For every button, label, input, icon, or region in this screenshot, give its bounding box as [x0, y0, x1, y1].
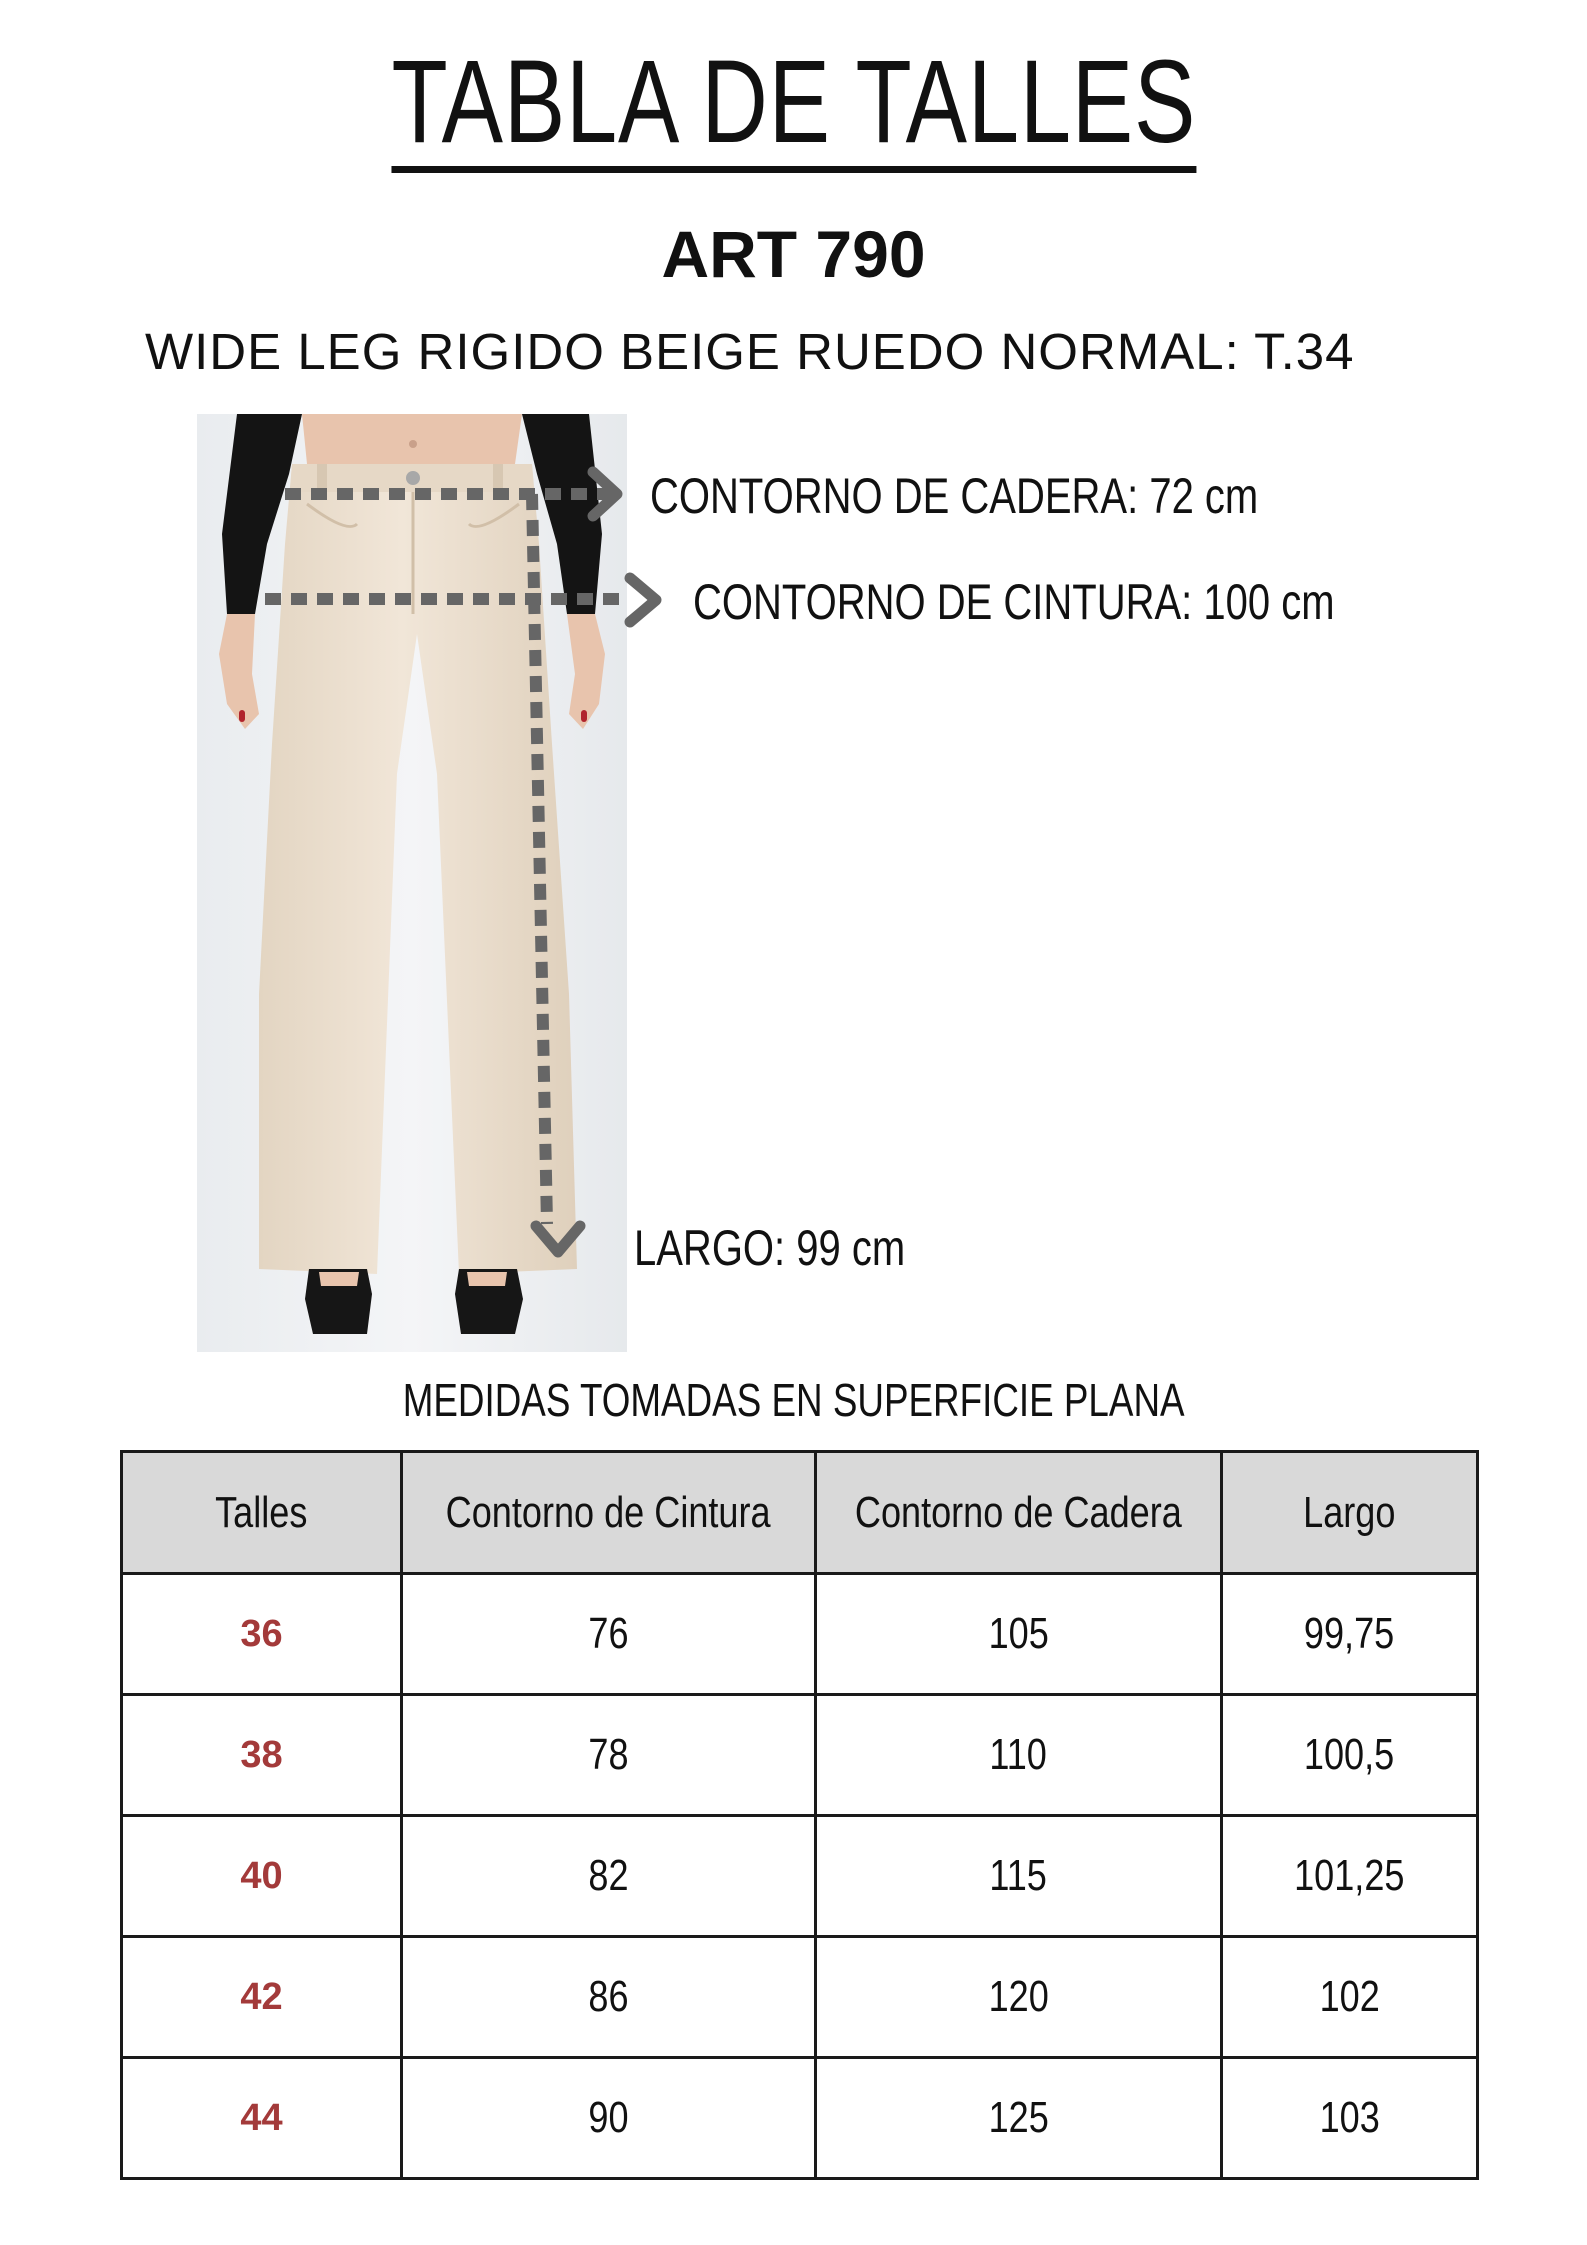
waist-arrow-icon: [622, 572, 664, 628]
table-cell: [402, 1695, 816, 1816]
size-value: 44: [240, 2096, 283, 2139]
waist-measurement-label: CONTORNO DE CINTURA: 100 cm: [693, 574, 1335, 630]
header-cell: [1222, 1452, 1478, 1574]
length-value: 102: [1319, 1972, 1380, 2021]
table-row: [122, 1574, 1478, 1695]
waist-value: 76: [588, 1609, 629, 1658]
hip-value: 115: [989, 1851, 1048, 1900]
table-row: [122, 1937, 1478, 2058]
header-cadera: Contorno de Cadera: [855, 1487, 1182, 1537]
table-cell: [816, 1574, 1222, 1695]
length-value: 101,25: [1294, 1851, 1405, 1900]
measurement-note: MEDIDAS TOMADAS EN SUPERFICIE PLANA: [402, 1374, 1185, 1426]
header-cell: [122, 1452, 402, 1574]
waist-value: 90: [588, 2093, 629, 2142]
waist-value: 78: [588, 1730, 629, 1779]
table-row: [122, 1695, 1478, 1816]
size-cell: [122, 1937, 402, 2058]
header-talles: Talles: [215, 1487, 308, 1537]
page-title: TABLA DE TALLES: [391, 42, 1196, 173]
table-cell: [1222, 1695, 1478, 1816]
table-cell: [1222, 1574, 1478, 1695]
product-description: WIDE LEG RIGIDO BEIGE RUEDO NORMAL: T.34: [145, 323, 1355, 380]
header-largo: Largo: [1303, 1487, 1396, 1537]
length-value: 103: [1319, 2093, 1380, 2142]
header-cintura: Contorno de Cintura: [446, 1487, 771, 1537]
hip-arrow-icon: [585, 466, 625, 522]
table-cell: [1222, 1937, 1478, 2058]
length-arrow-icon: [530, 1218, 586, 1260]
hip-value: 105: [988, 1609, 1049, 1658]
measurement-note-wrap: [0, 1370, 1587, 1430]
table-cell: [816, 1937, 1222, 2058]
size-table: [120, 1450, 1479, 2180]
table-cell: [402, 1574, 816, 1695]
product-photo: [197, 414, 627, 1352]
size-cell: [122, 2058, 402, 2179]
length-value: 99,75: [1304, 1609, 1395, 1658]
length-measurement-label: LARGO: 99 cm: [634, 1220, 906, 1276]
header-cell: [816, 1452, 1222, 1574]
table-cell: [402, 1937, 816, 2058]
table-cell: [402, 1816, 816, 1937]
table-row: [122, 2058, 1478, 2179]
hip-value: 125: [988, 2093, 1049, 2142]
size-value: 42: [240, 1975, 283, 2018]
size-value: 40: [240, 1854, 283, 1897]
size-cell: [122, 1695, 402, 1816]
table-cell: [816, 1816, 1222, 1937]
length-value: 100,5: [1304, 1730, 1395, 1779]
table-cell: [1222, 1816, 1478, 1937]
article-number: ART 790: [661, 217, 926, 291]
hip-measurement-label: CONTORNO DE CADERA: 72 cm: [650, 468, 1259, 524]
waist-value: 82: [588, 1851, 629, 1900]
size-cell: [122, 1816, 402, 1937]
size-value: 36: [240, 1612, 283, 1655]
table-cell: [816, 2058, 1222, 2179]
table-cell: [1222, 2058, 1478, 2179]
hip-value: 120: [988, 1972, 1049, 2021]
table-cell: [816, 1695, 1222, 1816]
page-title-wrap: [0, 36, 1587, 173]
hip-value: 110: [989, 1730, 1048, 1779]
table-row: [122, 1816, 1478, 1937]
size-cell: [122, 1574, 402, 1695]
size-value: 38: [240, 1733, 283, 1776]
waist-value: 86: [588, 1972, 629, 2021]
table-cell: [402, 2058, 816, 2179]
table-header-row: [122, 1452, 1478, 1574]
header-cell: [402, 1452, 816, 1574]
